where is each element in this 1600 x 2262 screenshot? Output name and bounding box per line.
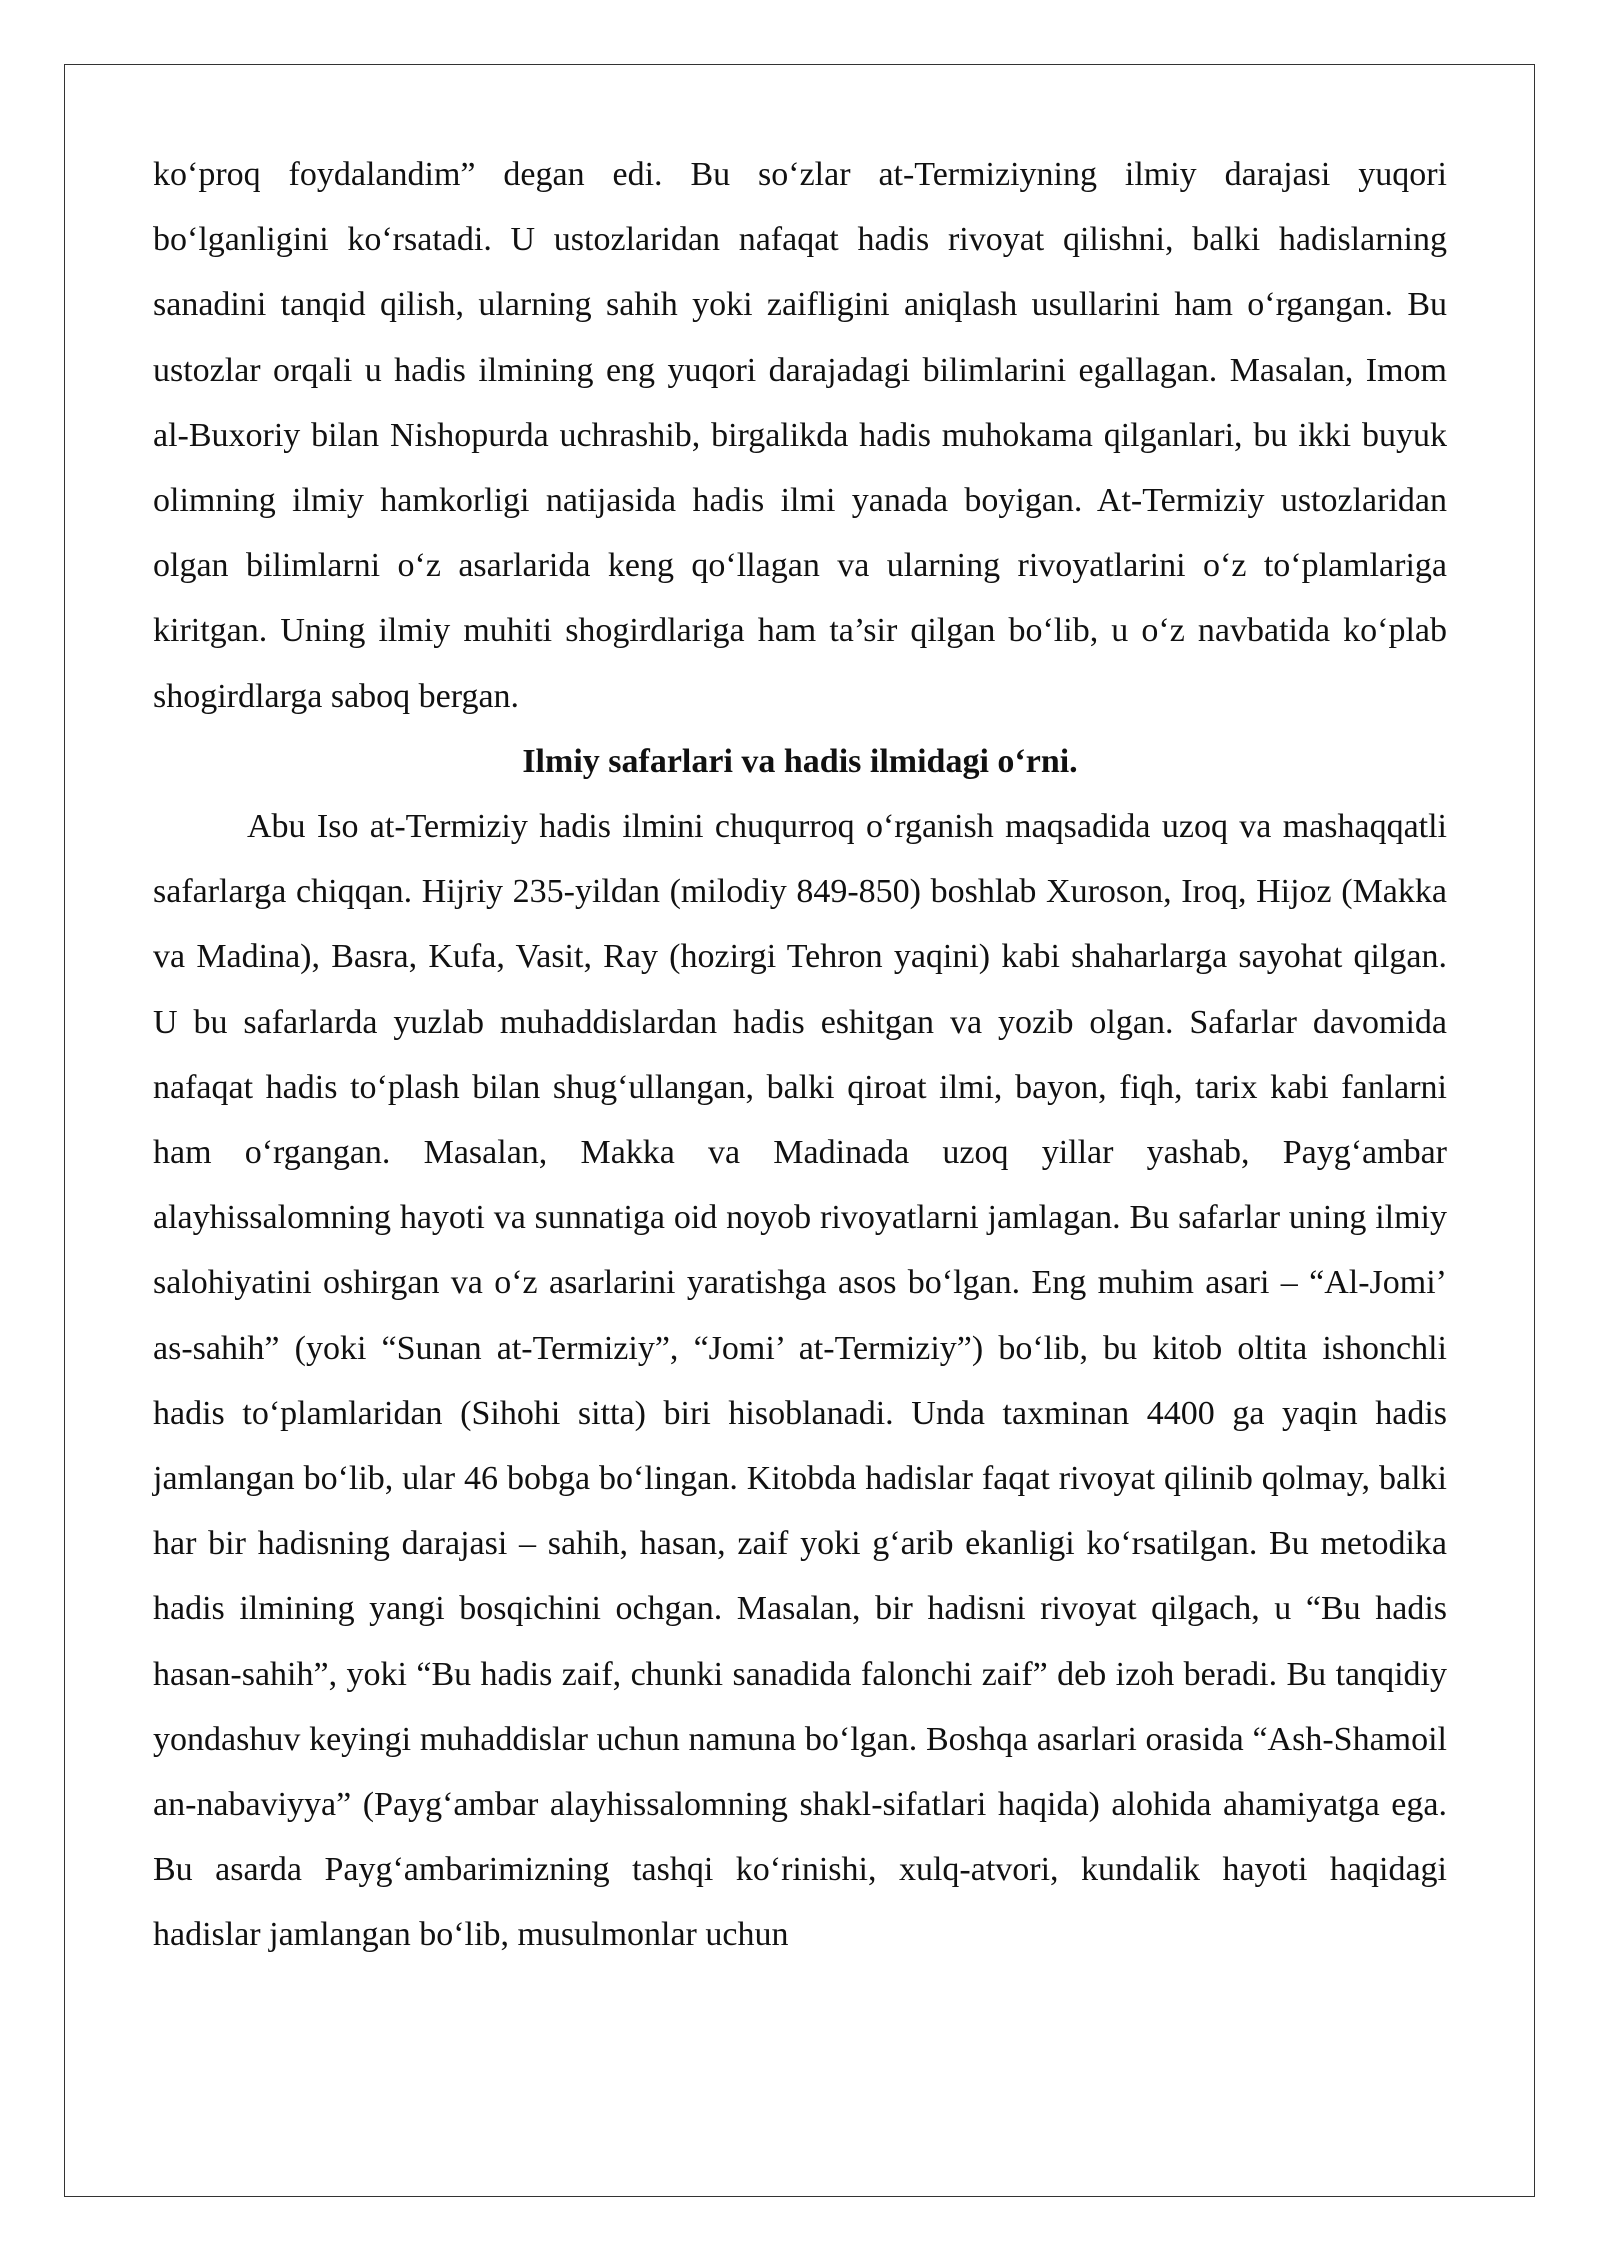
section-heading: Ilmiy safarlari va hadis ilmidagi o‘rni. — [522, 742, 1078, 780]
paragraph-2: Abu Iso at-Termiziy hadis ilmini chuqurroq o‘rganish maqsadida uzoq va mashaqqatli safarlarga chiqqan. Hijriy 235-yildan (milodiy 849-850) boshlab Xuroson, Iroq, Hijoz (Makka va Madina), Basra, Kufa, Vasit, Ray (hozirgi Tehron yaqini) kabi shaharlarga sayohat qilgan. U bu safarlarda yuzlab muhaddislardan hadis eshitgan va yozib olgan. Safarlar davomida nafaqat hadis to‘plash bilan shug‘ullangan, balki qiroat ilmi, bayon, fiqh, tarix kabi fanlarni ham o‘rgangan. Masalan, Makka va Madinada uzoq yillar yashab, Payg‘ambar alayhissalomning hayoti va sunnatiga oid noyob rivoyatlarni jamlagan. Bu safarlar uning ilmiy salohiyatini oshirgan va o‘z asarlarini yaratishga asos bo‘lgan. Eng muhim asari – “Al-Jomi’ as-sahih” (yoki “Sunan at-Termiziy”, “Jomi’ at-Termiziy”) bo‘lib, bu kitob oltita ishonchli hadis to‘plamlaridan (Sihohi sitta) biri hisoblanadi. Unda taxminan 4400 ga yaqin hadis jamlangan bo‘lib, ular 46 bobga bo‘lingan. Kitobda hadislar faqat rivoyat qilinib qolmay, balki har bir hadisning darajasi – sahih, hasan, zaif yoki g‘arib ekanligi ko‘rsatilgan. Bu metodika hadis ilmining yangi bosqichini ochgan. Masalan, bir hadisni rivoyat qilgach, u “Bu hadis hasan-sahih”, yoki “Bu hadis zaif, chunki sanadida falonchi zaif” deb izoh beradi. Bu tanqidiy yondashuv keyingi muhaddislar uchun namuna bo‘lgan. Boshqa asarlari orasida “Ash-Shamoil an-nabaviyya” (Payg‘ambar alayhissalomning shakl-sifatlari haqida) alohida ahamiyatga ega. Bu asarda Payg‘ambarimizning tashqi ko‘rinishi, xulq-atvori, kundalik hayoti haqidagi hadislar jamlangan bo‘lib, musulmonlar uchun — [153, 808, 1447, 1954]
paragraph-1: ko‘proq foydalandim” degan edi. Bu so‘zlar at-Termiziyning ilmiy darajasi yuqori bo‘lganligini ko‘rsatadi. U ustozlaridan nafaqat hadis rivoyat qilishni, balki hadislarning sanadini tanqid qilish, ularning sahih yoki zaifligini aniqlash usullarini ham o‘rgangan. Bu ustozlar orqali u hadis ilmining eng yuqori darajadagi bilimlarini egallagan. Masalan, Imom al-Buxoriy bilan Nishopurda uchrashib, birgalikda hadis muhokama qilganlari, bu ikki buyuk olimning ilmiy hamkorligi natijasida hadis ilmi yanada boyigan. At-Termiziy ustozlaridan olgan bilimlarni o‘z asarlarida keng qo‘llagan va ularning rivoyatlarini o‘z to‘plamlariga kiritgan. Uning ilmiy muhiti shogirdlariga ham ta’sir qilgan bo‘lib, u o‘z navbatida ko‘plab shogirdlarga saboq bergan. — [153, 156, 1447, 715]
document-body — [153, 142, 1447, 1968]
